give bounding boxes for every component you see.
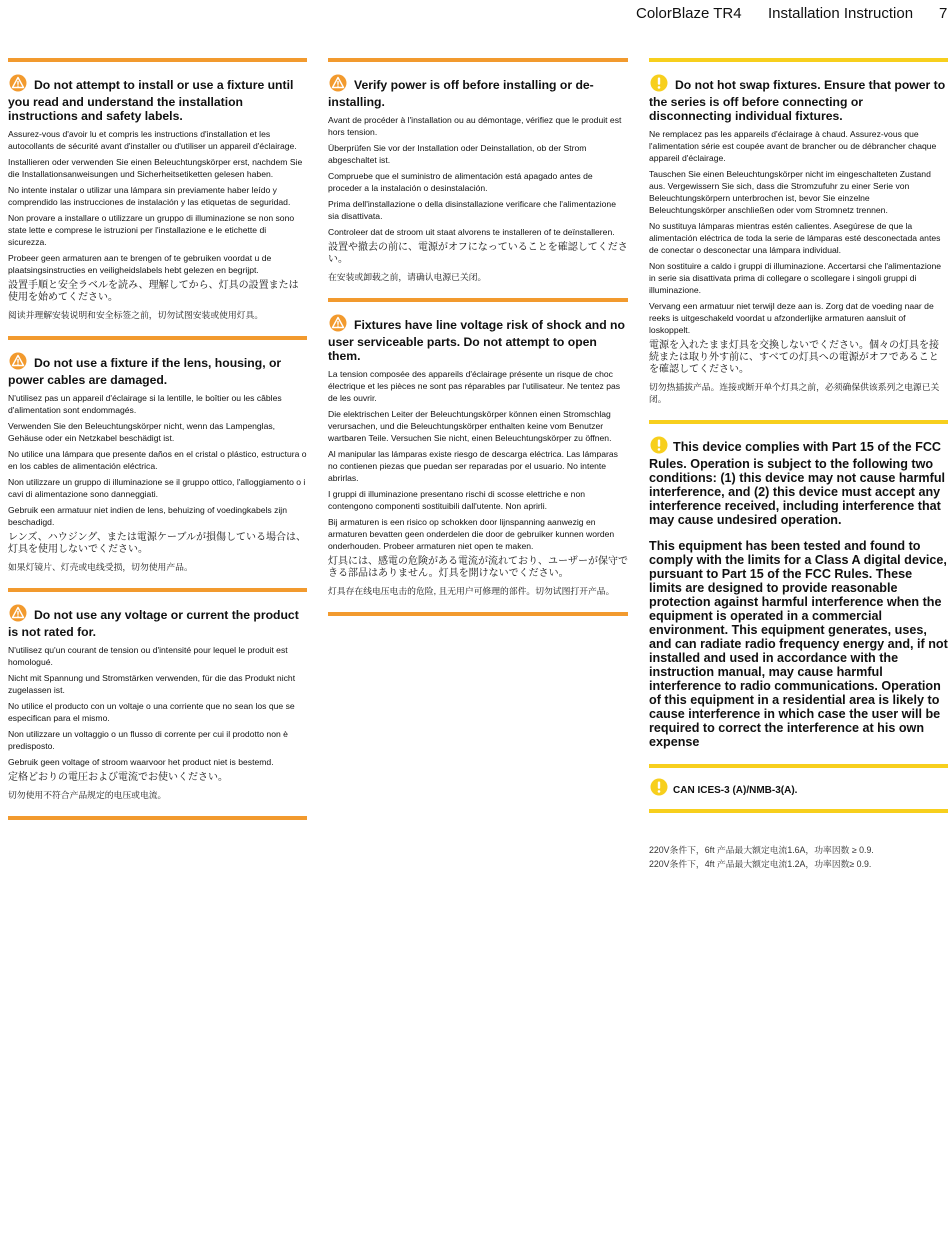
- text-ja: 設置手順と安全ラベルを読み、理解してから、灯具の設置または使用を始めてください。: [8, 280, 299, 303]
- notice-block-ices: [649, 768, 948, 809]
- text-de: Überprüfen Sie vor der Installation oder Deinstallation, ob der Strom abgeschaltet ist.: [328, 143, 587, 165]
- text-ja: 定格どおりの電圧および電流でお使いください。: [8, 772, 228, 783]
- text-zh: 灯具存在线电压电击的危险, 且无用户可修理的部件。切勿试图打开产品。: [328, 586, 615, 596]
- text-fr: Ne remplacez pas les appareils d'éclairage à chaud. Assurez-vous que l'alimentation série est coupée avant de brancher ou de débrancher chaque appareil d'éclairage.: [649, 129, 937, 163]
- text-fr: N'utilisez qu'un courant de tension ou d'intensité pour lequel le produit est homologué.: [8, 645, 288, 667]
- text-it: Non provare a installare o utilizzare un gruppo di illuminazione se non sono state lette e comprese le istruzioni per l'installazione e le etichette di sicurezza.: [8, 213, 295, 247]
- text-nl: Vervang een armatuur niet terwijl deze aan is. Zorg dat de voeding naar de reeks is uitgeschakeld voordat u afzonderlijke armaturen aansluit of loskoppelt.: [649, 301, 934, 335]
- text-de: Verwenden Sie den Beleuchtungskörper nicht, wenn das Lampenglas, Gehäuse oder ein Netzkabel beschädigt ist.: [8, 421, 276, 443]
- rating-note-6ft: 220V条件下，6ft 产品最大额定电流1.6A，功率因数 ≥ 0.9.: [649, 845, 874, 855]
- warning-block-line-voltage: [328, 302, 628, 612]
- text-ja: 灯具には、感電の危険がある電流が流れており、ユーザーが保守できる部品はありません。灯具を開けないでください。: [328, 556, 628, 579]
- text-de: Tauschen Sie einen Beleuchtungskörper nicht im eingeschalteten Zustand aus. Vergewissern Sie sich, dass die Stromzufuhr zu einer Serie von Beleuchtungskörpern unterbrochen ist, bevor Sie einzelne Beleuchtungskörper anschließen oder vom Stromnetz trennen.: [649, 169, 931, 215]
- text-it: Non sostituire a caldo i gruppi di illuminazione. Accertarsi che l'alimentazione in serie sia disattivata prima di collegare o scollegare i singoli gruppi di illuminazione.: [649, 261, 942, 295]
- text-fr: La tension composée des appareils d'éclairage présente un risque de choc électrique et les pièces ne sont pas réparables par l'utilisateur. Ne tentez pas de les ouvrir.: [328, 369, 621, 403]
- warning-block-read-instructions: [8, 62, 307, 336]
- text-zh: 如果灯镜片、灯壳或电线受损，切勿使用产品。: [8, 562, 193, 572]
- text-zh: 切勿使用不符合产品规定的电压或电流。: [8, 790, 167, 800]
- text-fr: Avant de procéder à l'installation ou au démontage, vérifiez que le produit est hors tension.: [328, 115, 622, 137]
- warning-triangle-icon: [8, 352, 28, 373]
- current-rating-notes: [649, 813, 948, 871]
- fcc-class-a-statement: This equipment has been tested and found to comply with the limits for a Class A digital device, pursuant to Part 15 of the FCC Rules. These limits are designed to provide reasonable protection against harmful interference when the equipment is operated in a commercial environment. This equipment generates, uses, and can radiate radio frequency energy and, if not installed and used in accordance with the instruction manual, may cause harmful interference to radio communications. Operation of this equipment in a residential area is likely to cause interference in which case the user will be required to correct the interference at his own expense: [649, 539, 948, 749]
- warning-triangle-icon: [328, 314, 348, 335]
- text-es: No intente instalar o utilizar una lámpara sin previamente haber leído y comprendido las instrucciones de instalación y las etiquetas de seguridad.: [8, 185, 291, 207]
- text-es: No utilice una lámpara que presente daños en el cristal o plástico, estructura o en los cables de alimentación eléctrica.: [8, 449, 307, 471]
- section-divider: [8, 816, 307, 820]
- warning-triangle-icon: [8, 74, 28, 95]
- block-heading: Verify power is off before installing or de-installing.: [328, 78, 594, 109]
- text-fr: N'utilisez pas un appareil d'éclairage si la lentille, le boîtier ou les câbles d'alimentation sont endommagés.: [8, 393, 282, 415]
- text-es: No sustituya lámparas mientras estén calientes. Asegúrese de que la alimentación eléctrica de toda la serie de lámparas esté desconectada antes de conectar o desconectar una lámpara individual.: [649, 221, 941, 255]
- block-heading: Do not use any voltage or current the product is not rated for.: [8, 608, 299, 639]
- text-ja: レンズ、ハウジング、または電源ケーブルが損傷している場合は、灯具を使用しないでください。: [8, 532, 306, 555]
- text-ja: 設置や撤去の前に、電源がオフになっていることを確認してください。: [328, 242, 628, 265]
- text-de: Die elektrischen Leiter der Beleuchtungskörper können einen Stromschlag verursachen, und die Beleuchtungskörper enthalten keine vom Benutzer wartbaren Teile. Versuchen Sie nicht, einen Beleuchtungskörper zu öffnen.: [328, 409, 612, 443]
- exclamation-circle-icon: [649, 74, 669, 95]
- text-it: Non utilizzare un gruppo di illuminazione se il gruppo ottico, l'alloggiamento o i cavi di alimentazione sono danneggiati.: [8, 477, 306, 499]
- warning-triangle-icon: [328, 74, 348, 95]
- warning-triangle-icon: [8, 604, 28, 625]
- text-ja: 電源を入れたまま灯具を交換しないでください。個々の灯具を接続または取り外す前に、すべての灯具への電源がオフであることを確認してください。: [649, 340, 939, 375]
- text-zh: 切勿热插拔产品。连接或断开单个灯具之前，必须确保供该系列之电源已关闭。: [649, 382, 940, 404]
- text-it: Non utilizzare un voltaggio o un flusso di corrente per cui il prodotto non è predisposto.: [8, 729, 288, 751]
- page-number: 7: [939, 5, 948, 22]
- text-nl: Gebruik een armatuur niet indien de lens, behuizing of voedingkabels zijn beschadigd.: [8, 505, 287, 527]
- text-nl: Probeer geen armaturen aan te brengen of te gebruiken voordat u de plaatsingsinstructies en veiligheidslabels hebt gelezen en begrijpt.: [8, 253, 272, 275]
- text-nl: Bij armaturen is een risico op schokken door lijnspanning aanwezig en armaturen bevatten geen onderdelen die door de gebruiker kunnen worden onderhouden. Probeer armaturen niet open te maken.: [328, 517, 615, 551]
- text-es: No utilice el producto con un voltaje o una corriente que no sean los que se especifican para el mismo.: [8, 701, 295, 723]
- page-header: [0, 5, 950, 27]
- product-name: ColorBlaze TR4: [636, 5, 742, 22]
- text-zh: 在安装或卸载之前，请确认电源已关闭。: [328, 272, 487, 282]
- text-es: Compruebe que el suministro de alimentación está apagado antes de proceder a la instalación o desinstalación.: [328, 171, 593, 193]
- text-it: Prima dell'installazione o della disinstallazione verificare che l'alimentazione sia disattivata.: [328, 199, 616, 221]
- exclamation-circle-icon: [649, 778, 669, 801]
- text-de: Installieren oder verwenden Sie einen Beleuchtungskörper erst, nachdem Sie die Installationsanweisungen und Sicherheitsetiketten gelesen haben.: [8, 157, 303, 179]
- text-fr: Assurez-vous d'avoir lu et compris les instructions d'installation et les autocollants de sécurité avant d'installer ou d'utiliser un appareil d'éclairage.: [8, 129, 297, 151]
- block-heading: Do not attempt to install or use a fixture until you read and understand the installation instructions and safety labels.: [8, 78, 294, 123]
- text-es: Al manipular las lámparas existe riesgo de descarga eléctrica. Las lámparas no contienen piezas que puedan ser reparadas por el usuario. No intente abrirlas.: [328, 449, 618, 483]
- column-2: [328, 58, 628, 616]
- block-heading: Fixtures have line voltage risk of shock and no user serviceable parts. Do not attempt to open them.: [328, 318, 625, 363]
- ices-statement: CAN ICES-3 (A)/NMB-3(A).: [673, 785, 798, 796]
- exclamation-circle-icon: [649, 436, 669, 457]
- column-1: [8, 58, 307, 820]
- block-heading: Do not hot swap fixtures. Ensure that power to the series is off before connecting or disconnecting individual fixtures.: [649, 78, 946, 123]
- rating-note-4ft: 220V条件下，4ft 产品最大额定电流1.2A，功率因数≥ 0.9.: [649, 859, 872, 869]
- text-it: I gruppi di illuminazione presentano rischi di scosse elettriche e non contengono componenti sostituibili dall'utente. Non aprirli.: [328, 489, 585, 511]
- text-de: Nicht mit Spannung und Stromstärken verwenden, für die das Produkt nicht zugelassen ist.: [8, 673, 296, 695]
- section-divider: [328, 612, 628, 616]
- notice-block-fcc: [649, 424, 948, 764]
- warning-block-voltage-rating: [8, 592, 307, 816]
- warning-block-damaged-fixture: [8, 340, 307, 588]
- text-nl: Controleer dat de stroom uit staat alvorens te installeren of te deïnstalleren.: [328, 227, 615, 237]
- block-heading: Do not use a fixture if the lens, housing, or power cables are damaged.: [8, 356, 282, 387]
- warning-block-power-off: [328, 62, 628, 298]
- text-zh: 阅读并理解安装说明和安全标签之前，切勿试图安装或使用灯具。: [8, 310, 264, 320]
- notice-block-hot-swap: [649, 62, 948, 420]
- text-nl: Gebruik geen voltage of stroom waarvoor het product niet is bestemd.: [8, 757, 274, 767]
- section-title: Installation Instruction: [768, 5, 914, 22]
- column-3: [649, 58, 948, 871]
- fcc-compliance-statement: This device complies with Part 15 of the FCC Rules. Operation is subject to the following two conditions: (1) this device may not cause harmful interference, and (2) this device must accept any interference received, including interference that may cause undesired operation.: [649, 440, 946, 527]
